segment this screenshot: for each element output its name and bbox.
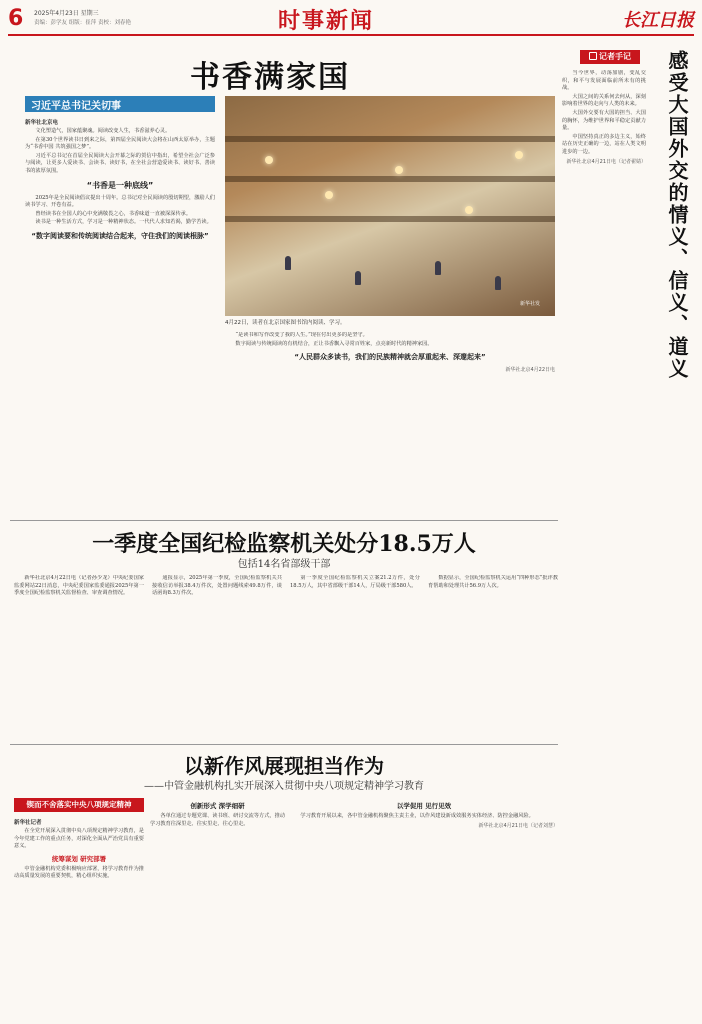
finance-section-heading: 以学促用 见行见效 — [396, 802, 452, 810]
center-paragraph: “是读书和写作改变了我的人生。”现在付出更多的是坚守。 — [235, 332, 368, 338]
finance-column-1 — [14, 816, 144, 1016]
reading-paragraph: 在第30个世界读书日到来之际，第四届全民阅读大会将在山西太原举办，主题为“书香中国 共筑强国之梦”。 — [25, 136, 215, 151]
finance-subhead: ——中管金融机构扎实开展深入贯彻中央八项规定精神学习教育 — [144, 781, 424, 792]
sidebar-kicker — [580, 50, 640, 64]
sidebar-column — [562, 70, 646, 970]
reading-paragraph: 曾经读书在全国人的心中充满敬畏之心，书香味道一直被深深传承。 — [35, 210, 192, 217]
finance-column-3 — [290, 798, 558, 1016]
sidebar-paragraph: 当今世界，动荡加剧，变乱交织，和平与发展面临前所未有的挑战。 — [562, 70, 646, 92]
finance-headline: 以新作风展现担当作为 — [184, 754, 384, 778]
discipline-paragraph: 数据显示，全国纪检监察机关运用“四种形态”批评教育帮助和处理共计56.9万人次。 — [428, 575, 558, 589]
center-paragraph: 数字阅读与传统阅读的有机结合，正让书香飘入寻常百姓家，点亮新时代的精神家园。 — [235, 340, 433, 347]
reading-headline: 书香满家国 — [190, 60, 350, 95]
photo-caption: 4月22日，读者在北京国家图书馆内阅读、学习。 — [225, 320, 346, 326]
center-source: 新华社北京4月22日电 — [505, 367, 555, 374]
reading-byline: 新华社北京电 — [25, 120, 59, 126]
reading-paragraph: 文化塑造气，国家蕴聚魂。阅读改变人生，书香滋养心灵。 — [35, 128, 171, 134]
divider — [10, 520, 558, 521]
sidebar-paragraph: 大国之间的关系何去何从，深刻影响着世界的走向与人类的未来。 — [562, 93, 646, 108]
finance-byline: 新华社记者 — [14, 820, 42, 826]
reading-paragraph: 读书是一种生活方式，学习是一种精神状态。一代代人求知若渴，勤学苦读。 — [35, 219, 212, 226]
finance-paragraph: 中管金融机构党委积极响应部署，将学习教育作为推动高质量发展的重要契机，精心组织实施。 — [14, 865, 144, 880]
masthead — [8, 4, 694, 34]
sidebar-paragraph: 大国外交要有大国的担当、大国的胸怀，为维护世界和平稳定贡献力量。 — [562, 109, 646, 132]
reading-pull-quote: “数字阅读要和传统阅读结合起来，守住我们的阅读根脉” — [31, 231, 209, 240]
discipline-paragraph: 第一季度全国纪检监察机关立案21.2万件，处分18.5万人，其中省部级干部14人，厅局级干部580人。 — [290, 575, 420, 589]
reading-column — [25, 116, 215, 516]
section-title: 时事新闻 — [278, 8, 375, 34]
masthead-rule — [8, 34, 694, 36]
date-line: 2025年4月23日 星期三 — [34, 10, 99, 17]
reading-paragraph: 2025年是全民阅读倡议提出十周年。总书记对全民阅读的殷切期望，激励人们读书学习、开卷有益。 — [25, 194, 215, 209]
finance-paragraph: 各单位通过专题党课、读书班、研讨交流等方式，推动学习教育往深里走、往实里走、往心里走。 — [150, 813, 285, 827]
sidebar-paragraph: 中国坚持真正的多边主义，始终站在历史正确的一边，站在人类文明进步的一边。 — [562, 133, 646, 155]
center-pull-quote: “人民群众多读书，我们的民族精神就会厚重起来、深邃起来” — [294, 353, 486, 362]
reading-paragraph: 习近平总书记在首届全民阅读大会开幕之际的贺信中指出，希望全社会广泛参与阅读，让更多人爱读书、会读书、读好书，在全社会营造爱读书、读好书、善读书的浓厚氛围。 — [25, 152, 215, 174]
discipline-paragraph: 通报显示，2025年第一季度，全国纪检监察机关共接收信访举报38.4万件次，处置问题线索49.8万件，谈话函询8.3万件次。 — [152, 575, 282, 597]
sidebar-kicker-label: 记者手记 — [599, 52, 631, 61]
finance-column-2 — [150, 798, 285, 1016]
discipline-headline: 一季度全国纪检监察机关处分18.5万人 — [92, 531, 476, 557]
divider — [10, 744, 558, 745]
newspaper-logo: 长江日报 — [622, 10, 694, 31]
finance-source: 新华社北京4月21日电（记者刘慧） — [478, 822, 558, 829]
finance-section-heading: 创新形式 深学细研 — [190, 802, 245, 810]
finance-banner: 锲而不舍落实中央八项规定精神 — [14, 798, 144, 812]
center-column — [225, 332, 555, 517]
finance-paragraph: 在全党开展深入贯彻中央八项规定精神学习教育，是今年党建工作的重点任务，对深化全面从严治党具有重要意义。 — [14, 828, 144, 850]
page-number: 6 — [8, 6, 24, 31]
reading-subhead: “书香是一种底线” — [86, 180, 154, 190]
reading-kicker: 习近平总书记关切事 — [25, 96, 215, 112]
editor-line: 责编：彭学友 组版：崔萍 责校：刘春艳 — [34, 20, 131, 26]
discipline-subhead: 包括14名省部级干部 — [237, 559, 331, 570]
finance-section-heading: 统筹谋划 研究部署 — [51, 854, 107, 863]
photo-credit: 新华社发 — [520, 301, 541, 307]
discipline-column — [14, 575, 558, 740]
pen-icon — [589, 52, 597, 60]
discipline-paragraph: 新华社北京4月22日电（记者孙少龙）中央纪委国家监委网站22日消息，中央纪委国家监委通报2025年第一季度全国纪检监察机关监督检查、审查调查情况。 — [14, 575, 144, 597]
library-photo — [225, 96, 555, 316]
reporter-notes-sidebar — [562, 50, 694, 990]
sidebar-source: 新华社北京4月21日电（记者翟婧） — [566, 158, 646, 165]
finance-paragraph: 学习教育开展以来，各中管金融机构聚焦主责主业，以作风建设新成效服务实体经济、防控金融风险。 — [300, 813, 534, 819]
sidebar-title: 感受大国外交的情义、信义、道义 — [665, 50, 689, 380]
